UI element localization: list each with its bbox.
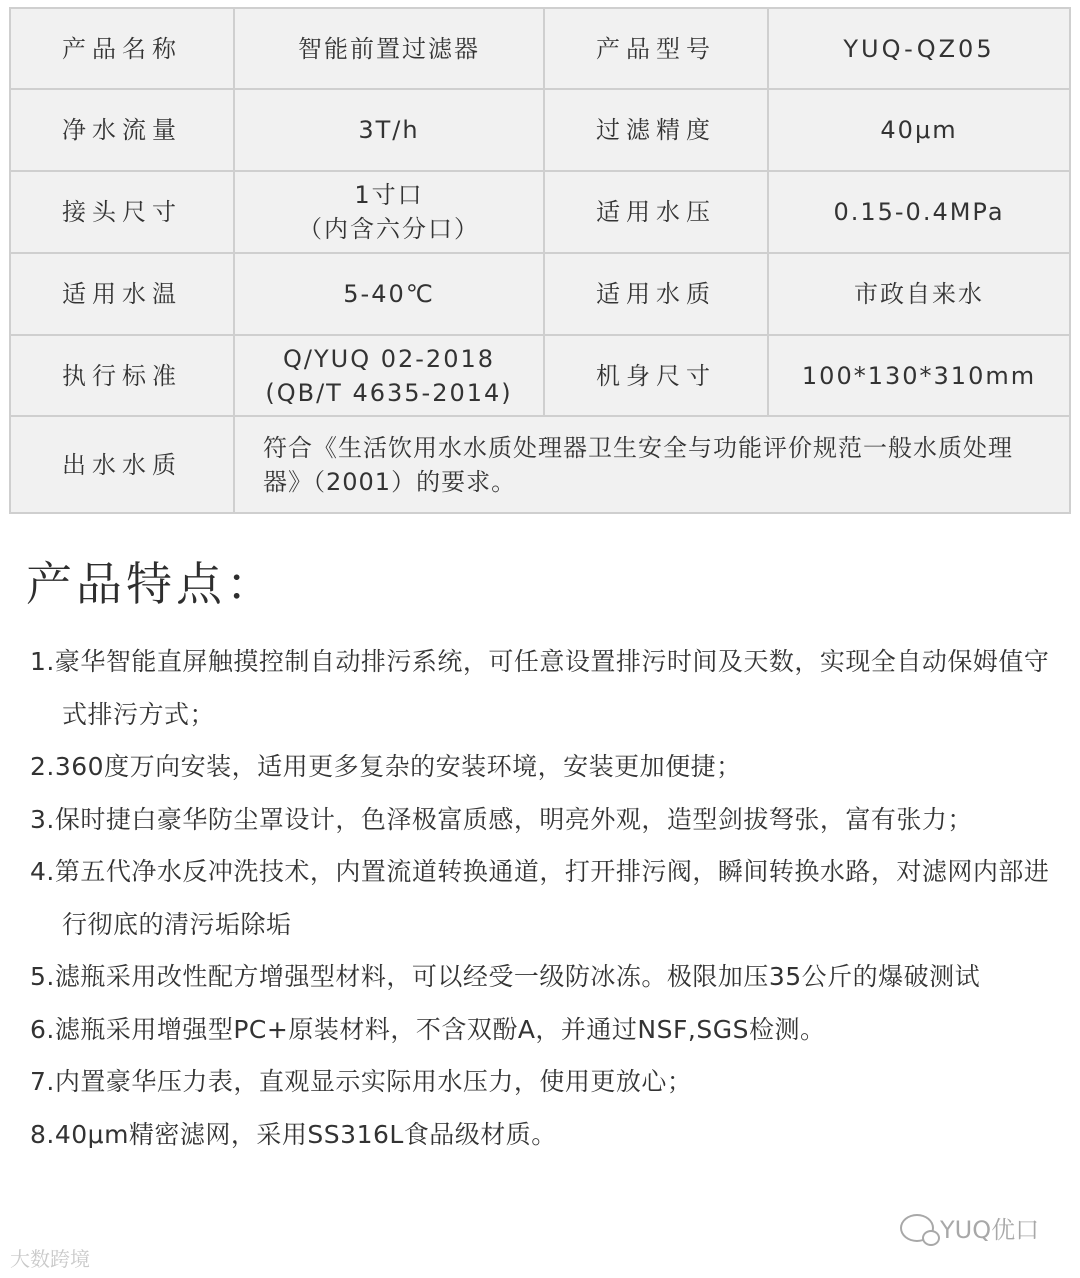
- wechat-icon: [900, 1214, 934, 1242]
- spec-value: 5-40℃: [234, 253, 544, 335]
- spec-row: [10, 253, 1070, 335]
- spec-label: 出水水质: [10, 416, 234, 513]
- spec-label: 净水流量: [10, 89, 234, 171]
- spec-value-line: (QB/T 4635-2014): [265, 378, 513, 407]
- spec-value-line: Q/YUQ 02-2018: [283, 344, 495, 373]
- list-item: 1.豪华智能直屏触摸控制自动排污系统，可任意设置排污时间及天数，实现全自动保姆值守式排污方式；: [30, 647, 1050, 729]
- watermark-right: [900, 1210, 1039, 1245]
- spec-label: 产品名称: [10, 8, 234, 89]
- spec-label: 机身尺寸: [544, 335, 768, 416]
- watermark-right-text: YUQ优口: [940, 1216, 1040, 1244]
- spec-value: [234, 335, 544, 416]
- spec-label: 接头尺寸: [10, 171, 234, 253]
- spec-label: 适用水质: [544, 253, 768, 335]
- spec-row: [10, 335, 1070, 416]
- spec-label: 过滤精度: [544, 89, 768, 171]
- list-item: 7.内置豪华压力表，直观显示实际用水压力，使用更放心；: [30, 1067, 693, 1096]
- spec-row: [10, 89, 1070, 171]
- spec-row: [10, 416, 1070, 513]
- spec-value: 符合《生活饮用水水质处理器卫生安全与功能评价规范一般水质处理器》（2001）的要求。: [234, 416, 1070, 513]
- spec-label: 适用水压: [544, 171, 768, 253]
- spec-row: [10, 8, 1070, 89]
- spec-value: 0.15-0.4MPa: [768, 171, 1070, 253]
- watermark-left: [10, 1243, 90, 1272]
- spec-value-line: 1寸口: [354, 181, 424, 209]
- spec-label: 执行标准: [10, 335, 234, 416]
- watermark-left-text: 大数跨境: [10, 1247, 90, 1271]
- spec-table: [9, 7, 1071, 514]
- spec-value-line: （内含六分口）: [298, 215, 480, 243]
- list-item: 4.第五代净水反冲洗技术，内置流道转换通道，打开排污阀，瞬间转换水路，对滤网内部进行彻底的清污垢除垢: [30, 857, 1050, 939]
- spec-value: YUQ-QZ05: [768, 8, 1070, 89]
- spec-value: 智能前置过滤器: [234, 8, 544, 89]
- list-item: 8.40μm精密滤网，采用SS316L食品级材质。: [30, 1119, 557, 1149]
- list-item: 5.滤瓶采用改性配方增强型材料，可以经受一级防冰冻。极限加压35公斤的爆破测试: [30, 962, 981, 991]
- list-item: 3.保时捷白豪华防尘罩设计，色泽极富质感，明亮外观，造型剑拔弩张，富有张力；: [30, 804, 973, 834]
- spec-value: 40μm: [768, 89, 1070, 171]
- spec-value: [234, 171, 544, 253]
- feature-list: [30, 636, 1050, 1161]
- spec-label: 产品型号: [544, 8, 768, 89]
- list-item: 6.滤瓶采用增强型PC+原装材料，不含双酚A，并通过NSF,SGS检测。: [30, 1014, 826, 1044]
- features-title: 产品特点：: [26, 557, 276, 611]
- spec-label: 适用水温: [10, 253, 234, 335]
- list-item: 2.360度万向安装，适用更多复杂的安装环境，安装更加便捷；: [30, 752, 742, 781]
- spec-value: 100*130*310mm: [768, 335, 1070, 416]
- spec-row: [10, 171, 1070, 253]
- spec-value: 3T/h: [234, 89, 544, 171]
- spec-value: 市政自来水: [768, 253, 1070, 335]
